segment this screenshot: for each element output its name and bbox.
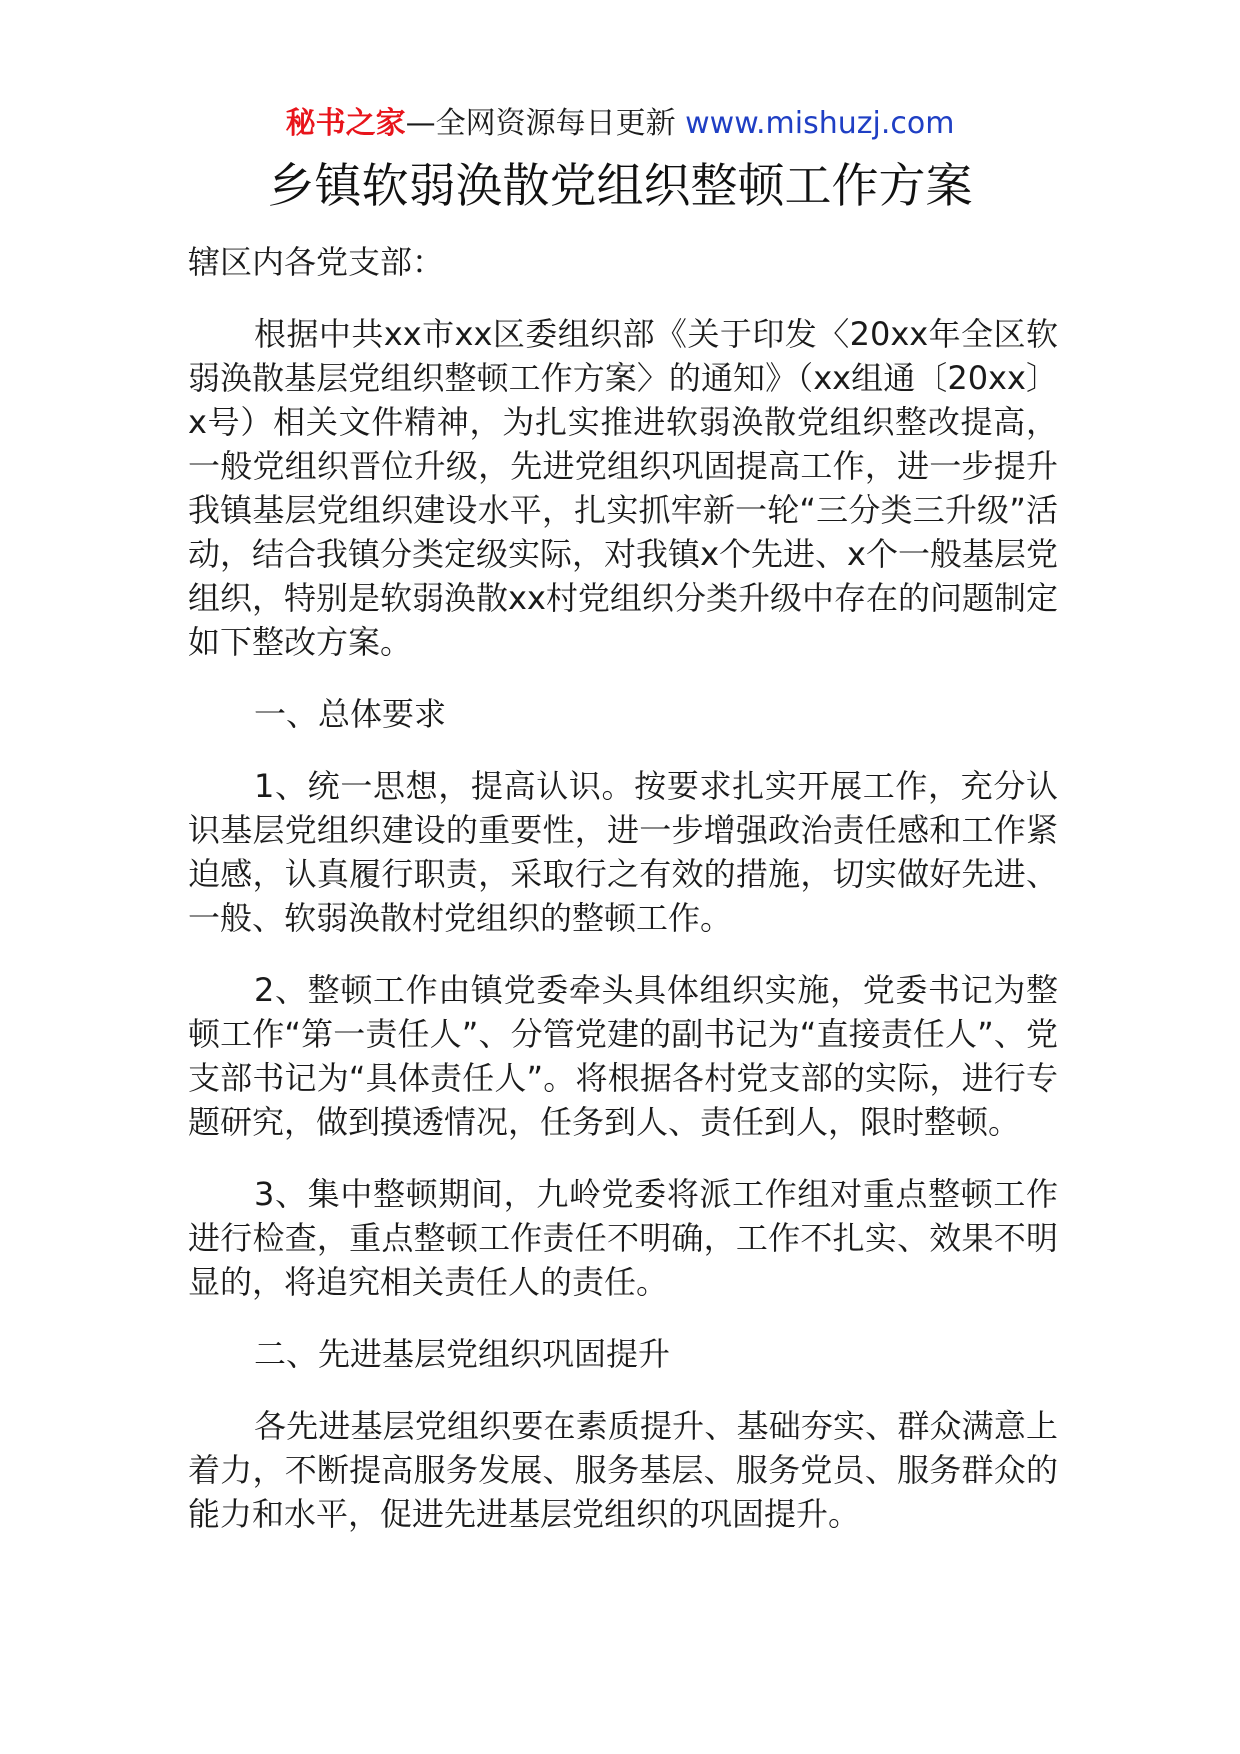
brand-name: 秘书之家: [285, 106, 406, 141]
salutation: 辖区内各党支部：: [188, 243, 445, 281]
site-url-link[interactable]: www.mishuzj.com: [685, 106, 955, 141]
section-heading-advanced-organizations: 二、先进基层党组织巩固提升: [254, 1335, 671, 1373]
site-header: [0, 104, 1240, 144]
paragraph-item-3: 3、集中整顿期间，九岭党委将派工作组对重点整顿工作进行检查，重点整顿工作责任不明确，工作不扎实、效果不明显的，将追究相关责任人的责任。: [188, 1175, 1058, 1301]
section-heading-general-requirements: 一、总体要求: [254, 695, 447, 733]
header-tagline: —全网资源每日更新: [405, 106, 676, 141]
paragraph-item-2: 2、整顿工作由镇党委牵头具体组织实施，党委书记为整顿工作“第一责任人”、分管党建的副书记为“直接责任人”、党支部书记为“具体责任人”。将根据各村党支部的实际，进行专题研究，做到摸透情况，任务到人、责任到人，限时整顿。: [188, 971, 1058, 1141]
paragraph-item-1: 1、统一思想，提高认识。按要求扎实开展工作，充分认识基层党组织建设的重要性，进一步增强政治责任感和工作紧迫感，认真履行职责，采取行之有效的措施，切实做好先进、一般、软弱涣散村党组织的整顿工作。: [188, 767, 1058, 937]
document-body: [188, 240, 1058, 1564]
paragraph-intro: 根据中共xx市xx区委组织部《关于印发〈20xx年全区软弱涣散基层党组织整顿工作方案〉的通知》（xx组通〔20xx〕x号）相关文件精神，为扎实推进软弱涣散党组织整改提高，一般党组织晋位升级，先进党组织巩固提高工作，进一步提升我镇基层党组织建设水平，扎实抓牢新一轮“三分类三升级”活动，结合我镇分类定级实际，对我镇x个先进、x个一般基层党组织，特别是软弱涣散xx村党组织分类升级中存在的问题制定如下整改方案。: [188, 315, 1058, 661]
document-title: 乡镇软弱涣散党组织整顿工作方案: [267, 159, 973, 214]
paragraph-advanced-organizations: 各先进基层党组织要在素质提升、基础夯实、群众满意上着力，不断提高服务发展、服务基层、服务党员、服务群众的能力和水平，促进先进基层党组织的巩固提升。: [188, 1407, 1058, 1533]
